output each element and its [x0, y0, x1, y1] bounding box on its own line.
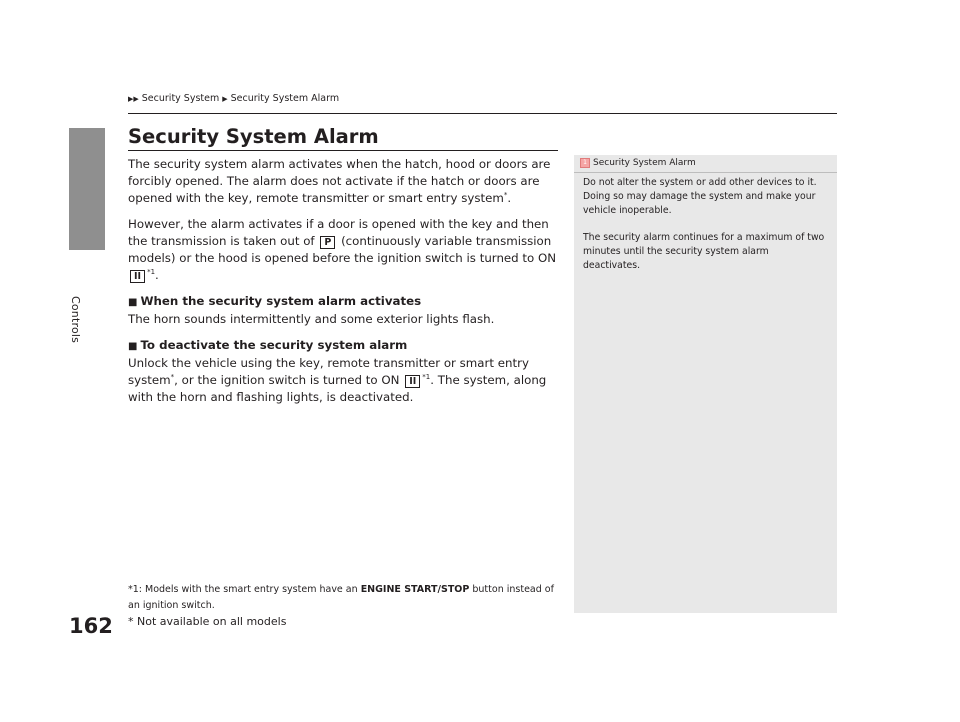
breadcrumb: [128, 93, 339, 104]
breadcrumb-item[interactable]: Security System Alarm: [230, 93, 340, 104]
sidebar-note: [574, 155, 837, 613]
sidebar-divider: [574, 172, 837, 173]
sidebar-body: [583, 176, 827, 286]
alarm-conditions-paragraph: However, the alarm activates if a door is opened with the key and then the transmission is taken out of P (continuously variable transmission models) or the hood is opened before the ignition switch is turned to ON II $^{*1}$.: [128, 217, 557, 282]
footnote-ref[interactable]: *1: [422, 373, 431, 382]
asterisk-note[interactable]: *: [170, 373, 175, 382]
section-label: Controls: [69, 296, 82, 344]
sidebar-paragraph: Do not alter the system or add other devices to it. Doing so may damage the system and make your vehicle inoperable.: [583, 177, 817, 216]
alarm-activates-section: [128, 293, 560, 328]
section-heading: ■ To deactivate the security system alarm: [128, 338, 408, 352]
title-divider: [128, 150, 558, 151]
section-heading: ■ When the security system alarm activates: [128, 294, 422, 308]
footnote: *1: Models with the smart entry system have an ENGINE START/STOP button instead of an ignition switch.: [128, 584, 554, 611]
section-text: Unlock the vehicle using the key, remote transmitter or smart entry system*, or the ignition switch is turned to ON II $^{*1}$. The system, along with the horn and flashing lights, is deactivated.: [128, 356, 547, 404]
main-content: [128, 156, 560, 415]
sidebar-title: 1 Security System Alarm: [580, 158, 696, 168]
section-text: The horn sounds intermittently and some exterior lights flash.: [128, 312, 495, 326]
page-title: Security System Alarm: [128, 125, 379, 148]
park-key-icon: P: [320, 236, 335, 249]
note-badge-icon: 1: [580, 158, 590, 168]
footnote-ref[interactable]: *1: [147, 268, 156, 277]
square-bullet-icon: ■: [128, 297, 138, 308]
sidebar-paragraph: The security alarm continues for a maximum of two minutes until the security system alarm deactivates.: [583, 232, 825, 271]
deactivate-section: [128, 337, 560, 406]
ignition-on-key-icon: II: [405, 375, 420, 388]
square-bullet-icon: ■: [128, 341, 138, 352]
availability-note: * Not available on all models: [128, 615, 287, 628]
breadcrumb-arrow-icon: ▶: [222, 94, 228, 103]
page-number: 162: [69, 614, 113, 638]
breadcrumb-arrow-icon: ▶▶: [128, 94, 139, 103]
header-divider: [128, 113, 837, 114]
asterisk-note[interactable]: *: [503, 191, 508, 200]
section-tab: [69, 128, 105, 250]
breadcrumb-item[interactable]: Security System: [141, 93, 220, 104]
ignition-on-key-icon: II: [130, 270, 145, 283]
intro-paragraph: The security system alarm activates when the hatch, hood or doors are forcibly opened. The alarm does not activate if the hatch or doors are opened with the key, remote transmitter or smart entry system*.: [128, 157, 551, 205]
